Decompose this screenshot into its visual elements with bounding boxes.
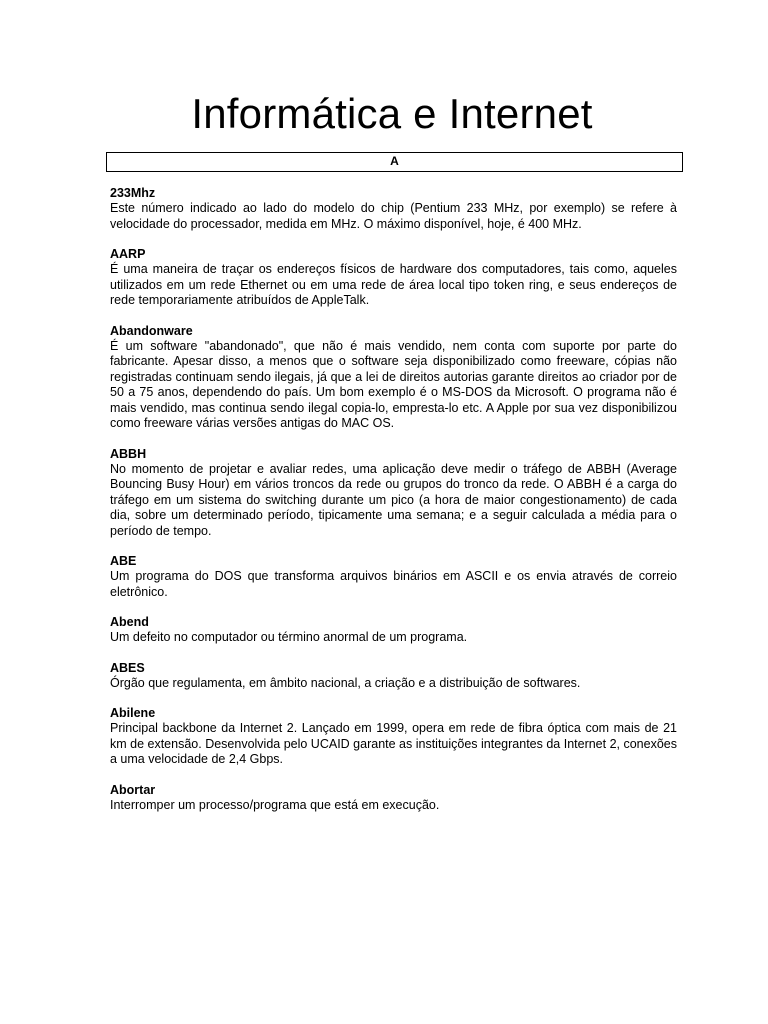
- entry-term: Abortar: [110, 782, 156, 797]
- entry-term: Abend: [110, 615, 149, 629]
- entry-term: ABBH: [110, 446, 147, 461]
- document-title: Informática e Internet: [191, 90, 593, 137]
- glossary-entry: [110, 615, 677, 646]
- entry-definition: Este número indicado ao lado do modelo do chip (Pentium 233 MHz, por exemplo) se refere à velocidade do processador, medida em MHz. O máximo disponível, hoje, é 400 MHz.: [110, 201, 677, 231]
- entry-term: ABE: [110, 554, 137, 568]
- entry-definition: Interromper um processo/programa que está em execução.: [110, 797, 440, 812]
- glossary-entry: [110, 324, 677, 432]
- glossary-entry: [110, 247, 677, 309]
- glossary-entry: [110, 783, 677, 814]
- entry-definition: Um programa do DOS que transforma arquivos binários em ASCII e os envia através de correio eletrônico.: [110, 569, 677, 599]
- entry-definition: Principal backbone da Internet 2. Lançado em 1999, opera em rede de fibra óptica com mais de 21 km de extensão. Desenvolvida pelo UCAID garante as instituições integrantes da Internet 2, conexões a uma velocidade de 2,4 Gbps.: [110, 721, 677, 766]
- entry-definition: É uma maneira de traçar os endereços físicos de hardware dos computadores, tais como, aqueles utilizados em um rede Ethernet ou em uma rede de área local tipo token ring, e seus endereços de rede temporariamente atribuídos de AppleTalk.: [110, 262, 677, 307]
- glossary-entry: [110, 554, 677, 600]
- glossary-entry: [110, 661, 677, 692]
- section-letter-header: A: [106, 152, 683, 172]
- glossary-entry: [110, 447, 677, 540]
- entry-term: 233Mhz: [110, 186, 156, 200]
- entry-term: Abilene: [110, 706, 156, 720]
- entry-term: Abandonware: [110, 323, 193, 338]
- entry-term: ABES: [110, 660, 145, 675]
- glossary-entry: [110, 186, 677, 232]
- glossary-entry: [110, 706, 677, 768]
- entry-definition: No momento de projetar e avaliar redes, uma aplicação deve medir o tráfego de ABBH (Average Bouncing Busy Hour) em vários troncos da rede ou grupos do tronco da rede. O ABBH é a carga do tráfego em um sistema do switching durante um pico (a hora de maior congestionamento) de cada dia, sobre um determinado período, tipicamente uma semana; e a seguir calculada a média para o período de tempo.: [110, 461, 677, 538]
- entry-definition: Um defeito no computador ou término anormal de um programa.: [110, 630, 468, 644]
- glossary-entries: [110, 186, 677, 828]
- entry-definition: Órgão que regulamenta, em âmbito nacional, a criação e a distribuição de softwares.: [110, 675, 581, 690]
- entry-term: AARP: [110, 247, 146, 261]
- entry-definition: É um software "abandonado", que não é mais vendido, nem conta com suporte por parte do fabricante. Apesar disso, a menos que o software seja disponibilizado como freeware, cópias não registradas continuam sendo ilegais, já que a lei de direitos autorias garante direitos ao criador por de 50 a 75 anos, dependendo do país. Um bom exemplo é o MS-DOS da Microsoft. O programa não é mais vendido, mas continua sendo ilegal copia-lo, empresta-lo etc. A Apple por sua vez disponibilizou como freeware várias versões antigas do MAC OS.: [110, 338, 677, 430]
